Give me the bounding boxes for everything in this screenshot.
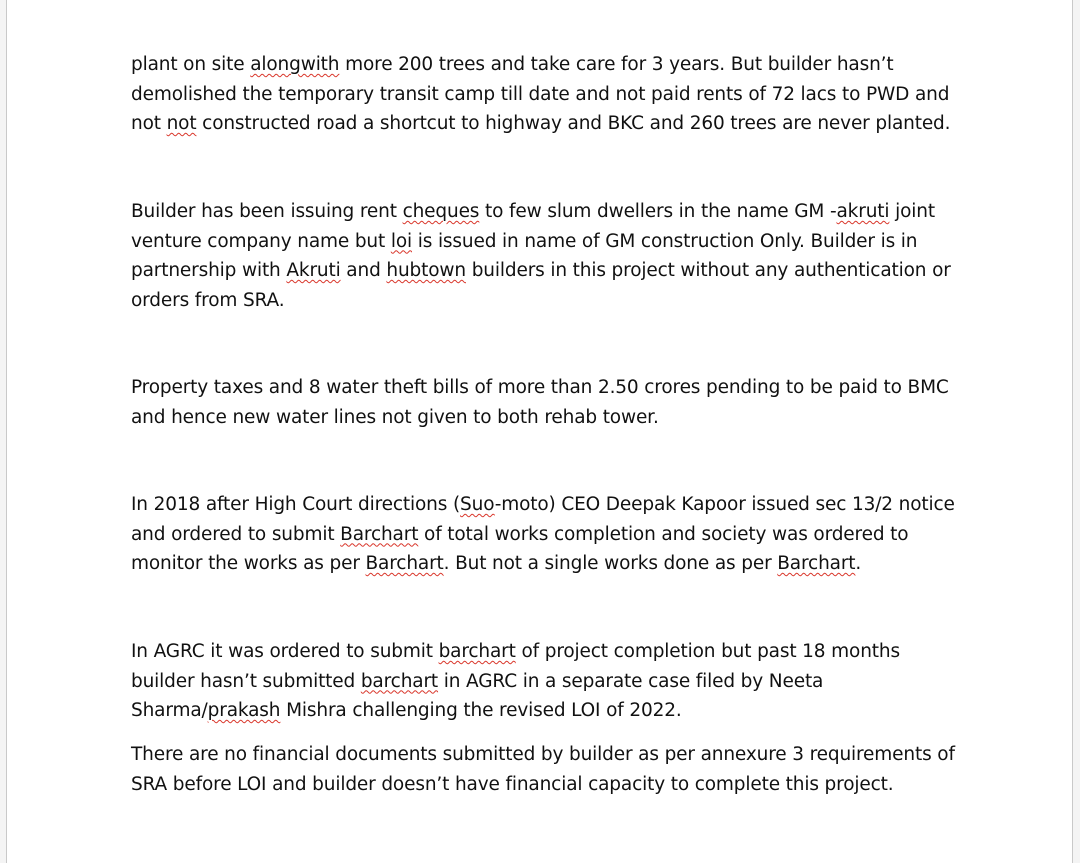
text-run: -moto) CEO Deepak Kapoor issued sec 13/2 notice and ordered to submit (131, 494, 955, 545)
paragraph-property-taxes (131, 373, 961, 432)
paragraph-financial-documents (131, 740, 961, 799)
text-run: and (340, 260, 387, 281)
text-run: . But not a single works done as per (443, 553, 778, 574)
text-run: is issued in name of GM construction Only. Builder is in partnership with (131, 230, 918, 281)
misspelled-word[interactable]: prakash (207, 700, 281, 721)
misspelled-word[interactable]: Barchart (340, 523, 419, 545)
text-run: plant on site (131, 54, 251, 75)
document-page (6, 0, 1073, 863)
misspelled-word[interactable]: barchart (360, 670, 439, 692)
text-run: joint venture company name but (131, 201, 935, 252)
paragraph-high-court-directions (131, 490, 961, 579)
text-run: Property taxes and 8 water theft bills of more than 2.50 crores pending to be paid to BMC and hence new water lines not given to both rehab tower. (131, 377, 949, 428)
paragraph-tree-planting (131, 50, 961, 139)
text-run: Mishra challenging the revised LOI of 2022. (280, 700, 682, 721)
text-run: builders in this project without any authentication or orders from SRA. (131, 260, 951, 311)
text-run: to few slum dwellers in the name GM - (479, 201, 837, 222)
misspelled-word[interactable]: alongwith (250, 54, 340, 75)
paragraph-agrc-barchart (131, 637, 961, 726)
text-run: of total works completion and society was ordered to monitor the works as per (131, 523, 909, 574)
misspelled-word[interactable]: Barchart (365, 553, 444, 574)
misspelled-word[interactable]: loi (390, 230, 412, 252)
text-run: There are no financial documents submitted by builder as per annexure 3 requirements of SRA before LOI and builder doesn’t have financial capacity to complete this project. (131, 744, 955, 795)
misspelled-word[interactable]: Barchart (777, 553, 856, 574)
text-run: . (855, 553, 862, 574)
text-run: more 200 trees and take care for 3 years. But builder hasn’t demolished the temporary transit camp till date and not paid rents of 72 lacs to PWD and not (131, 54, 950, 134)
misspelled-word[interactable]: not (166, 113, 197, 134)
misspelled-word[interactable]: cheques (402, 201, 480, 222)
misspelled-word[interactable]: hubtown (386, 260, 466, 281)
paragraph-rent-cheques (131, 197, 961, 315)
misspelled-word[interactable]: akruti (836, 201, 890, 222)
text-run: in AGRC in a separate case filed by Neeta Sharma/ (131, 670, 824, 721)
misspelled-word[interactable]: barchart (438, 641, 516, 662)
text-run: In AGRC it was ordered to submit (131, 641, 439, 662)
text-run: In 2018 after High Court directions ( (131, 494, 461, 515)
misspelled-word[interactable]: Akruti (286, 260, 341, 281)
text-run: constructed road a shortcut to highway and BKC and 260 trees are never planted. (196, 113, 951, 134)
text-run: of project completion but past 18 months builder hasn’t submitted (131, 641, 900, 692)
text-run: Builder has been issuing rent (131, 201, 403, 222)
misspelled-word[interactable]: Suo (460, 494, 495, 515)
